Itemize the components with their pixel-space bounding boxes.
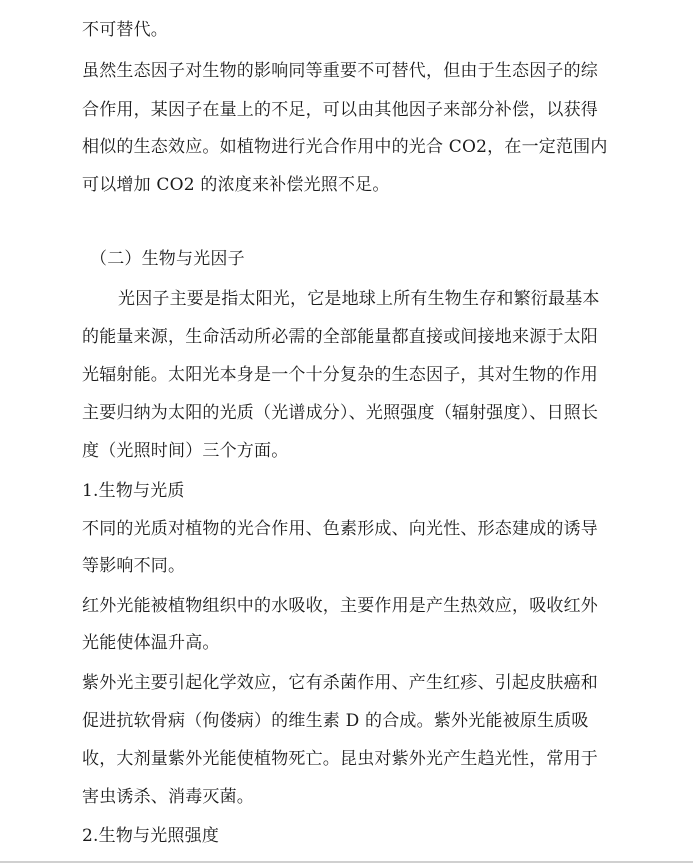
sub1-para1-line: 不同的光质对植物的光合作用、色素形成、向光性、形态建成的诱导 [82, 519, 598, 539]
sub1-para1-line: 等影响不同。 [82, 556, 186, 576]
subsection-heading-light-quality: 1.生物与光质 [82, 481, 185, 501]
intro-para-line: 相似的生态效应。如植物进行光合作用中的光合 CO2，在一定范围内 [82, 137, 608, 157]
section2-para-line: 度（光照时间）三个方面。 [82, 441, 289, 461]
sub1-para2-line: 红外光能被植物组织中的水吸收，主要作用是产生热效应，吸收红外 [82, 596, 598, 616]
intro-para-line: 合作用，某因子在量上的不足，可以由其他因子来部分补偿，以获得 [82, 100, 598, 120]
section2-para-line: 光因子主要是指太阳光，它是地球上所有生物生存和繁衍最基本 [118, 289, 600, 309]
section2-para-line: 的能量来源，生命活动所必需的全部能量都直接或间接地来源于太阳 [82, 327, 598, 347]
intro-para-line: 虽然生态因子对生物的影响同等重要不可替代，但由于生态因子的综 [82, 61, 598, 81]
section2-para-line: 主要归纳为太阳的光质（光谱成分）、光照强度（辐射强度）、日照长 [82, 403, 599, 423]
sub1-para3-line: 紫外光主要引起化学效应，它有杀菌作用、产生红疹、引起皮肤癌和 [82, 673, 598, 693]
section2-para-line: 光辐射能。太阳光本身是一个十分复杂的生态因子，其对生物的作用 [82, 365, 598, 385]
sub1-para3-line: 害虫诱杀、消毒灭菌。 [82, 787, 254, 807]
subsection-heading-light-intensity: 2.生物与光照强度 [82, 826, 220, 846]
intro-line-1: 不可替代。 [82, 20, 168, 40]
section-heading-light: （二）生物与光因子 [90, 249, 245, 269]
sub1-para3-line: 促进抗软骨病（佝偻病）的维生素 D 的合成。紫外光能被原生质吸 [82, 711, 589, 731]
sub1-para3-line: 收，大剂量紫外光能使植物死亡。昆虫对紫外光产生趋光性，常用于 [82, 749, 598, 769]
sub1-para2-line: 光能使体温升高。 [82, 633, 220, 653]
intro-para-line: 可以增加 CO2 的浓度来补偿光照不足。 [82, 175, 390, 195]
